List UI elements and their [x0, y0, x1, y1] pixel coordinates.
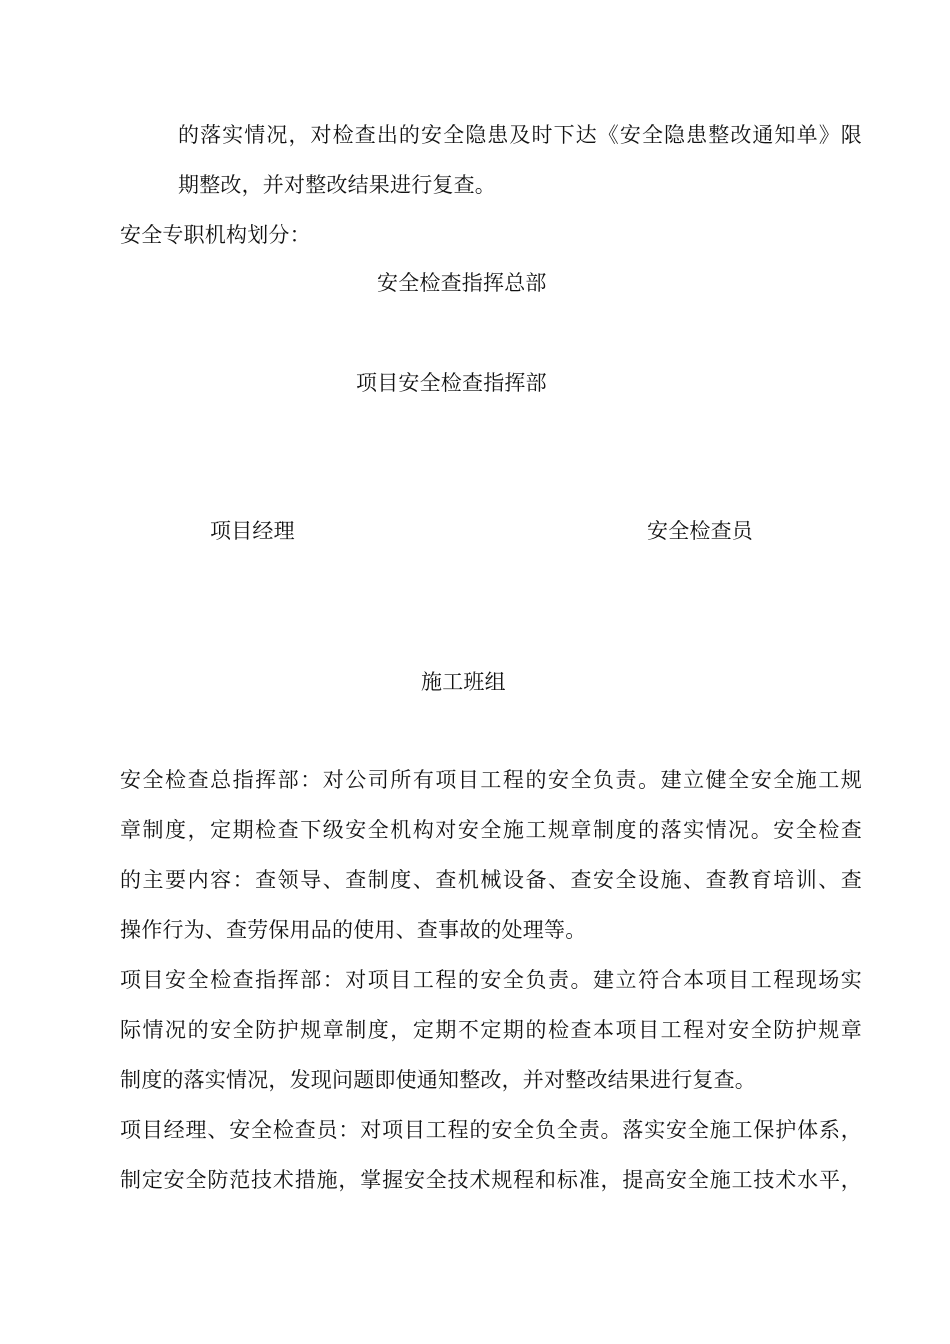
org-node-top: 安全检查指挥总部 [377, 271, 547, 295]
org-node-second: 项目安全检查指挥部 [356, 371, 547, 395]
paragraph-line: 际情况的安全防护规章制度，定期不定期的检查本项目工程对安全防护规章 [120, 1018, 862, 1042]
paragraph-line: 项目安全检查指挥部：对项目工程的安全负责。建立符合本项目工程现场实 [120, 968, 862, 992]
org-node-left: 项目经理 [210, 519, 295, 543]
org-node-bottom: 施工班组 [421, 670, 506, 694]
paragraph-line: 章制度，定期检查下级安全机构对安全施工规章制度的落实情况。安全检查 [120, 818, 862, 842]
paragraph-line: 的主要内容：查领导、查制度、查机械设备、查安全设施、查教育培训、查 [120, 868, 862, 892]
paragraph-line: 制度的落实情况，发现问题即使通知整改，并对整改结果进行复查。 [120, 1068, 756, 1092]
section-title: 安全专职机构划分： [120, 223, 311, 247]
paragraph-line: 项目经理、安全检查员：对项目工程的安全负全责。落实安全施工保护体系， [120, 1118, 862, 1142]
paragraph-line: 安全检查总指挥部：对公司所有项目工程的安全负责。建立健全安全施工规 [120, 768, 862, 792]
org-node-right: 安全检查员 [647, 519, 753, 543]
paragraph-line: 制定安全防范技术措施，掌握安全技术规程和标准，提高安全施工技术水平， [120, 1168, 862, 1192]
intro-line-1: 的落实情况，对检查出的安全隐患及时下达《安全隐患整改通知单》限 [178, 123, 862, 147]
intro-line-2: 期整改，并对整改结果进行复查。 [178, 173, 496, 197]
paragraph-line: 操作行为、查劳保用品的使用、查事故的处理等。 [120, 918, 587, 942]
